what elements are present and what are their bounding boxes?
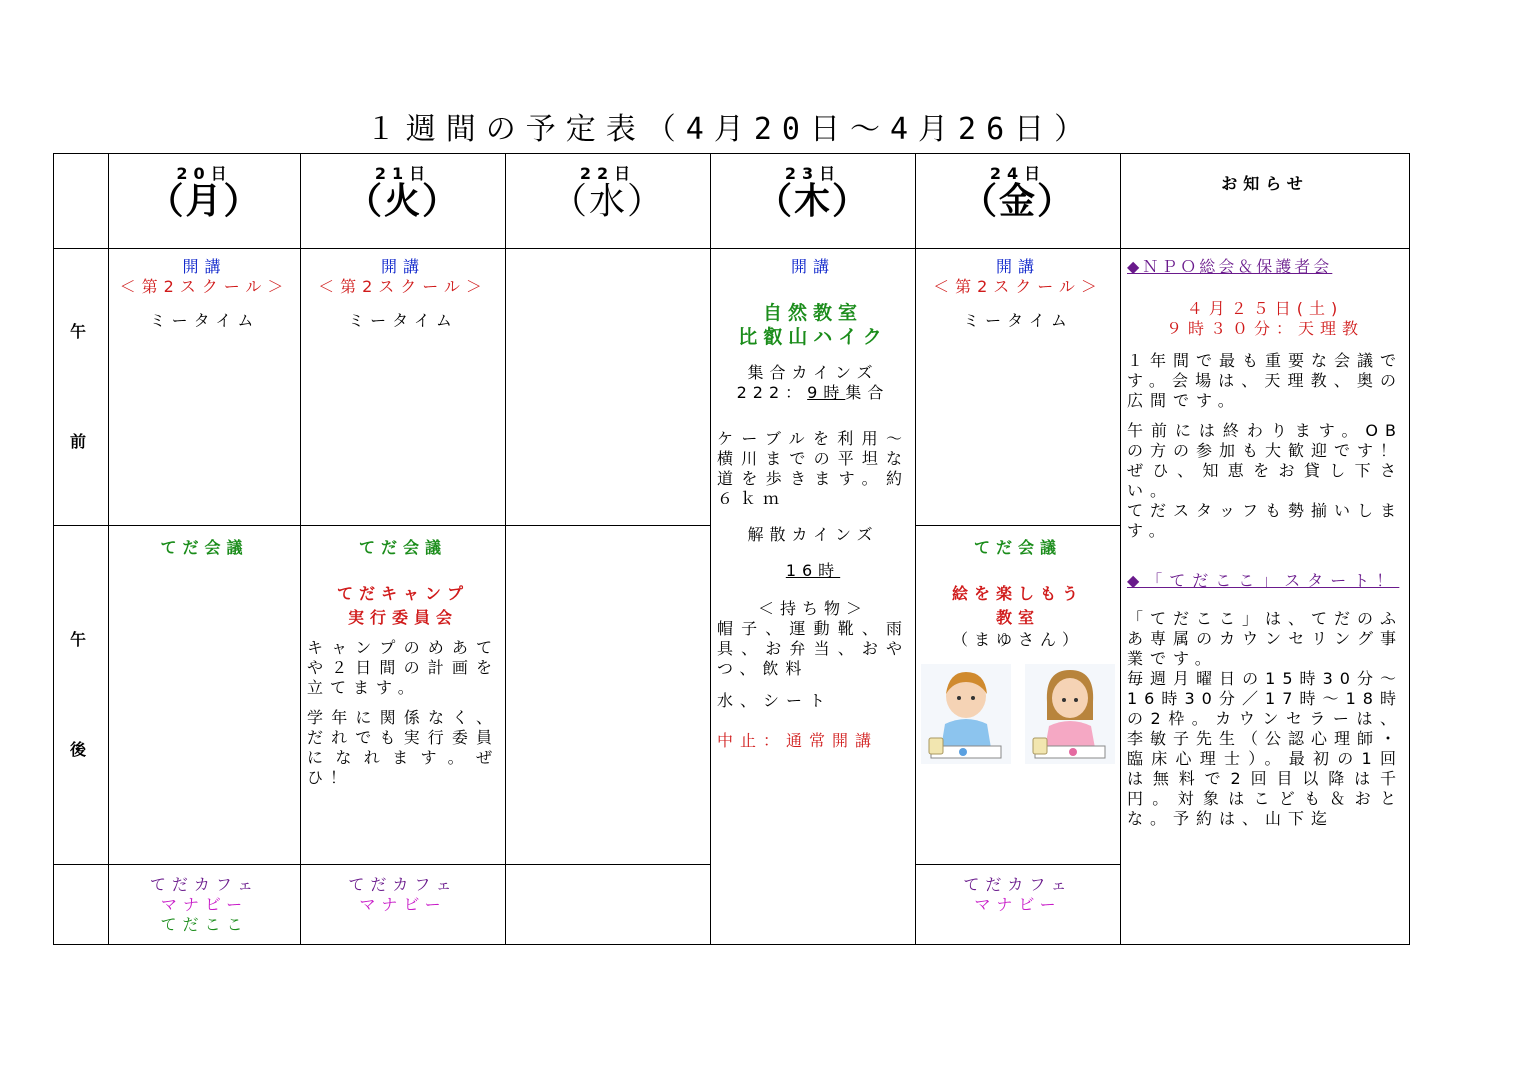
header-day: （月） xyxy=(147,181,262,222)
dismiss-place: 解散カインズ xyxy=(747,525,879,545)
event-subtitle: 比叡山ハイク xyxy=(738,326,888,349)
notice-paragraph: 午前には終わります。OBの方の参加も大歓迎です！ぜひ、知恵をお貸し下さい。 xyxy=(1127,421,1404,501)
header-day: （金） xyxy=(960,181,1075,222)
second-school-label: ＜第2スクール＞ xyxy=(318,277,488,297)
second-school-label: ＜第2スクール＞ xyxy=(933,277,1103,297)
camp-description: キャンプのめあてや２日間の計画を立てます。 xyxy=(307,638,499,698)
header-date: 24日 xyxy=(989,164,1047,183)
teda-meeting-label: てだ会議 xyxy=(358,538,447,558)
me-time-label: ミータイム xyxy=(348,311,458,331)
row-label-evening xyxy=(54,864,109,944)
cell-tue-pm xyxy=(301,526,506,864)
notice-heading-2: ◆「てだここ」スタート！ xyxy=(1127,571,1400,591)
items-text-2: 水、シート xyxy=(717,691,833,711)
girl-painting-icon xyxy=(1025,664,1115,764)
cell-wed-pm xyxy=(506,526,711,864)
header-thu xyxy=(711,154,916,249)
event-title: 自然教室 xyxy=(762,302,863,325)
teda-cafe-label: てだカフェ xyxy=(348,874,458,894)
camp-description: 学年に関係なく、だれでも実行委員になれます。ぜひ！ xyxy=(307,708,499,788)
cell-mon-am xyxy=(109,249,301,526)
header-wed xyxy=(506,154,711,249)
row-label-char: 前 xyxy=(69,432,92,452)
header-mon xyxy=(109,154,301,249)
kaiko-label: 開講 xyxy=(995,257,1040,277)
art-class-subtitle: 教室 xyxy=(995,608,1040,628)
notice-paragraph: 「てだここ」は、てだのふあ専属のカウンセリング事業です。 xyxy=(1127,609,1404,669)
header-tue xyxy=(301,154,506,249)
cell-wed-eve xyxy=(506,864,711,944)
weekly-schedule-table xyxy=(53,153,1427,945)
cell-fri-eve xyxy=(916,864,1121,944)
cell-notice xyxy=(1121,249,1427,945)
meeting-time-place: ９時３０分：天理教 xyxy=(1165,319,1364,339)
header-day: （火） xyxy=(345,181,460,222)
meeting-date: ４月２５日(土) xyxy=(1186,299,1344,319)
camp-title: てだキャンプ xyxy=(336,584,469,604)
cell-tue-am xyxy=(301,249,506,526)
cell-fri-am xyxy=(916,249,1121,526)
header-date: 23日 xyxy=(784,164,842,183)
header-date: 20日 xyxy=(176,164,233,183)
header-day: （水） xyxy=(550,181,665,222)
kaiko-label: 開講 xyxy=(790,257,835,277)
header-date: 22日 xyxy=(579,164,637,183)
items-heading: ＜持ち物＞ xyxy=(757,599,868,619)
meeting-time-prefix: 222： xyxy=(736,383,808,403)
second-school-label: ＜第2スクール＞ xyxy=(119,277,290,297)
notice-paragraph: てだスタッフも勢揃いします。 xyxy=(1127,501,1404,541)
cell-fri-pm xyxy=(916,526,1121,864)
art-teacher: （まゆさん） xyxy=(951,630,1084,650)
manabi-label: マナビー xyxy=(359,894,447,914)
row-label-am xyxy=(54,249,109,526)
row-label-char: 午 xyxy=(69,322,92,342)
row-label-pm xyxy=(54,526,109,864)
kaiko-label: 開講 xyxy=(182,257,227,277)
items-text: 帽子、運動靴、雨具、お弁当、おやつ、飲料 xyxy=(717,619,909,679)
route-text: ケーブルを利用～横川までの平坦な道を歩きます。約６ｋｍ xyxy=(717,429,909,509)
meeting-time xyxy=(711,383,915,403)
header-day: （木） xyxy=(755,181,870,222)
me-time-label: ミータイム xyxy=(963,311,1073,331)
teda-meeting-label: てだ会議 xyxy=(160,538,249,558)
cell-wed-am xyxy=(506,249,711,526)
camp-subtitle: 実行委員会 xyxy=(347,608,458,628)
page-title: １週間の予定表（4月20日～4月26日） xyxy=(365,112,1095,147)
tedakoko-label: てだここ xyxy=(160,914,249,934)
dismiss-time: 16時 xyxy=(785,561,841,581)
teda-meeting-label: てだ会議 xyxy=(973,538,1062,558)
cell-mon-pm xyxy=(109,526,301,864)
corner-cell xyxy=(54,154,109,249)
notice-paragraph: １年間で最も重要な会議です。会場は、天理教、奥の広間です。 xyxy=(1127,351,1404,411)
teda-cafe-label: てだカフェ xyxy=(149,874,260,894)
notice-heading-1: ◆ＮＰＯ総会＆保護者会 xyxy=(1127,257,1333,277)
header-fri xyxy=(916,154,1121,249)
kids-painting-illustration xyxy=(916,664,1120,764)
me-time-label: ミータイム xyxy=(149,311,260,331)
art-class-title: 絵を楽しもう xyxy=(951,584,1084,604)
manabi-label: マナビー xyxy=(974,894,1062,914)
cancel-note: 中止：通常開講 xyxy=(717,731,879,751)
meeting-time-suffix: 集合 xyxy=(845,383,890,403)
kaiko-label: 開講 xyxy=(380,257,425,277)
meeting-place: 集合カインズ xyxy=(747,363,879,383)
cell-thu-allday xyxy=(711,249,916,945)
cell-mon-eve xyxy=(109,864,301,944)
row-label-char: 後 xyxy=(69,740,92,760)
meeting-time-value: 9時 xyxy=(807,383,846,403)
boy-painting-icon xyxy=(921,664,1011,764)
manabi-label: マナビー xyxy=(160,894,249,914)
header-notice: お知らせ xyxy=(1121,154,1410,249)
notice-paragraph: 毎週月曜日の15時30分～16時30分／17時～18時 の2枠。カウンセラーは、李敏子先生（公認心理師・臨床心理士）。最初の1回は無料で2回目以降は千円。対象はこども＆おとな。予約は、山下迄 xyxy=(1127,669,1427,829)
teda-cafe-label: てだカフェ xyxy=(963,874,1073,894)
row-label-char: 午 xyxy=(69,630,92,650)
cell-tue-eve xyxy=(301,864,506,944)
header-date: 21日 xyxy=(374,164,432,183)
